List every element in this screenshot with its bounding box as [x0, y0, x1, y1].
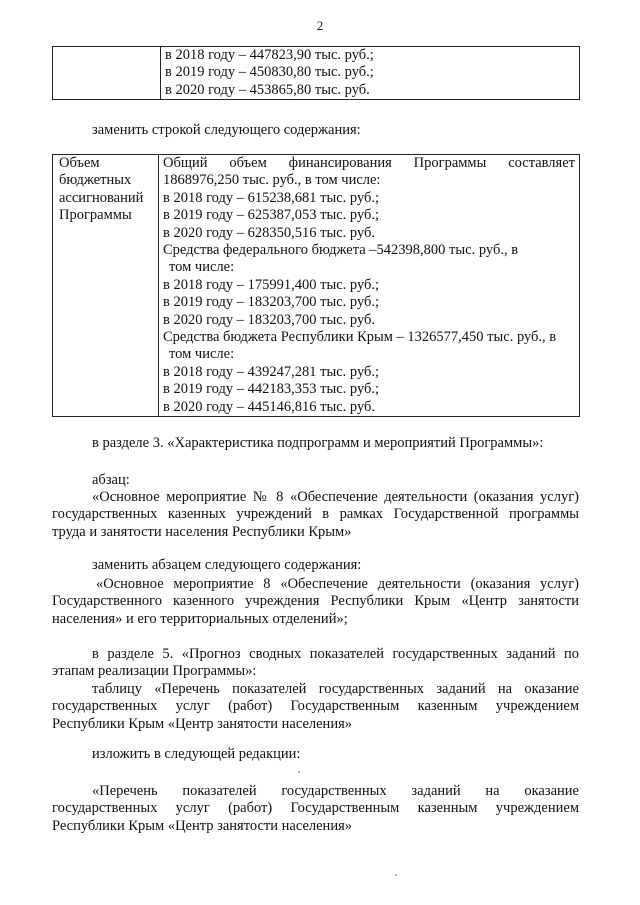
replace-row-text: заменить строкой следующего содержания:	[92, 122, 361, 138]
replace-row-instruction	[52, 122, 579, 139]
replace-paragraph-instruction	[52, 557, 579, 574]
value-line: том числе:	[169, 346, 235, 363]
value-line: в 2018 году – 615238,681 тыс. руб.;	[163, 189, 380, 206]
old-table-line: в 2019 году – 450830,80 тыс. руб.;	[165, 64, 374, 81]
new-paragraph-line: Государственного казенного учреждения Республики Крым «Центр занятости	[52, 593, 579, 610]
value-line: в 2019 году – 442183,353 тыс. руб.;	[163, 381, 380, 398]
section5-heading-line: этапам реализации Программы»:	[52, 663, 257, 680]
value-line: том числе:	[169, 259, 235, 276]
state-instruction-text: изложить в следующей редакции:	[92, 746, 301, 762]
final-paragraph	[52, 783, 579, 835]
label-line: Объем	[59, 155, 100, 171]
new-paragraph-line: «Основное мероприятие 8 «Обеспечение деятельности (оказания услуг)	[96, 576, 579, 592]
final-paragraph-line: Республики Крым «Центр занятости населения»	[52, 817, 352, 834]
value-line: в 2020 году – 628350,516 тыс. руб.	[163, 224, 376, 241]
value-line: 1868976,250 тыс. руб., в том числе:	[163, 172, 381, 189]
old-paragraph-line: государственных казенных учреждений в рамках Государственной программы	[52, 506, 579, 523]
old-paragraph	[52, 489, 579, 541]
old-table-left-cell	[53, 47, 161, 100]
final-paragraph-line: государственных услуг (работ) Государственным казенным учреждением	[52, 800, 579, 817]
new-table-value-cell	[159, 155, 580, 417]
section3-heading-text: в разделе 3. «Характеристика подпрограмм и мероприятий Программы»:	[92, 435, 544, 451]
abzac-label-text: абзац:	[92, 472, 130, 488]
label-line: бюджетных	[59, 172, 132, 189]
value-line: в 2020 году – 183203,700 тыс. руб.	[163, 311, 376, 328]
table-paragraph	[52, 681, 579, 733]
replace-paragraph-text: заменить абзацем следующего содержания:	[92, 557, 362, 573]
value-line: Средства бюджета Республики Крым – 1326577,450 тыс. руб., в	[163, 329, 557, 346]
scan-speck	[395, 874, 397, 876]
state-instruction	[52, 746, 579, 763]
section5-heading	[52, 646, 579, 681]
value-line: в 2020 году – 445146,816 тыс. руб.	[163, 398, 376, 415]
old-paragraph-line: труда и занятости населения Республики Крым»	[52, 523, 352, 540]
scan-speck	[298, 771, 300, 773]
new-paragraph	[52, 576, 579, 628]
old-table-right-cell	[161, 47, 580, 100]
label-line: ассигнований	[59, 189, 144, 206]
old-paragraph-line: «Основное мероприятие № 8 «Обеспечение деятельности (оказания услуг)	[92, 489, 579, 505]
final-paragraph-line: «Перечень показателей государственных заданий на оказание	[92, 783, 579, 799]
old-financing-table	[52, 46, 580, 100]
label-line: Программы	[59, 207, 132, 224]
table-paragraph-line: государственных услуг (работ) Государственным казенным учреждением	[52, 698, 579, 715]
section5-heading-line: в разделе 5. «Прогноз сводных показателей государственных заданий по	[92, 646, 579, 662]
abzac-label	[52, 472, 579, 489]
value-line: в 2019 году – 183203,700 тыс. руб.;	[163, 294, 380, 311]
new-financing-table	[52, 154, 580, 417]
new-paragraph-line: населения» и его территориальных отделений»;	[52, 610, 348, 627]
value-line: Средства федерального бюджета –542398,800 тыс. руб., в	[163, 242, 519, 259]
value-line: в 2019 году – 625387,053 тыс. руб.;	[163, 207, 380, 224]
value-line: в 2018 году – 439247,281 тыс. руб.;	[163, 363, 380, 380]
new-table-label-cell	[53, 155, 159, 417]
old-table-line: в 2018 году – 447823,90 тыс. руб.;	[165, 47, 374, 63]
page-number: 2	[316, 18, 324, 33]
value-line: Общий объем финансирования Программы составляет	[163, 155, 575, 171]
table-paragraph-line: таблицу «Перечень показателей государственных заданий на оказание	[92, 681, 579, 697]
value-line: в 2018 году – 175991,400 тыс. руб.;	[163, 276, 380, 293]
table-paragraph-line: Республики Крым «Центр занятости населения»	[52, 715, 352, 732]
section3-heading	[52, 435, 579, 452]
old-table-line: в 2020 году – 453865,80 тыс. руб.	[165, 81, 370, 98]
